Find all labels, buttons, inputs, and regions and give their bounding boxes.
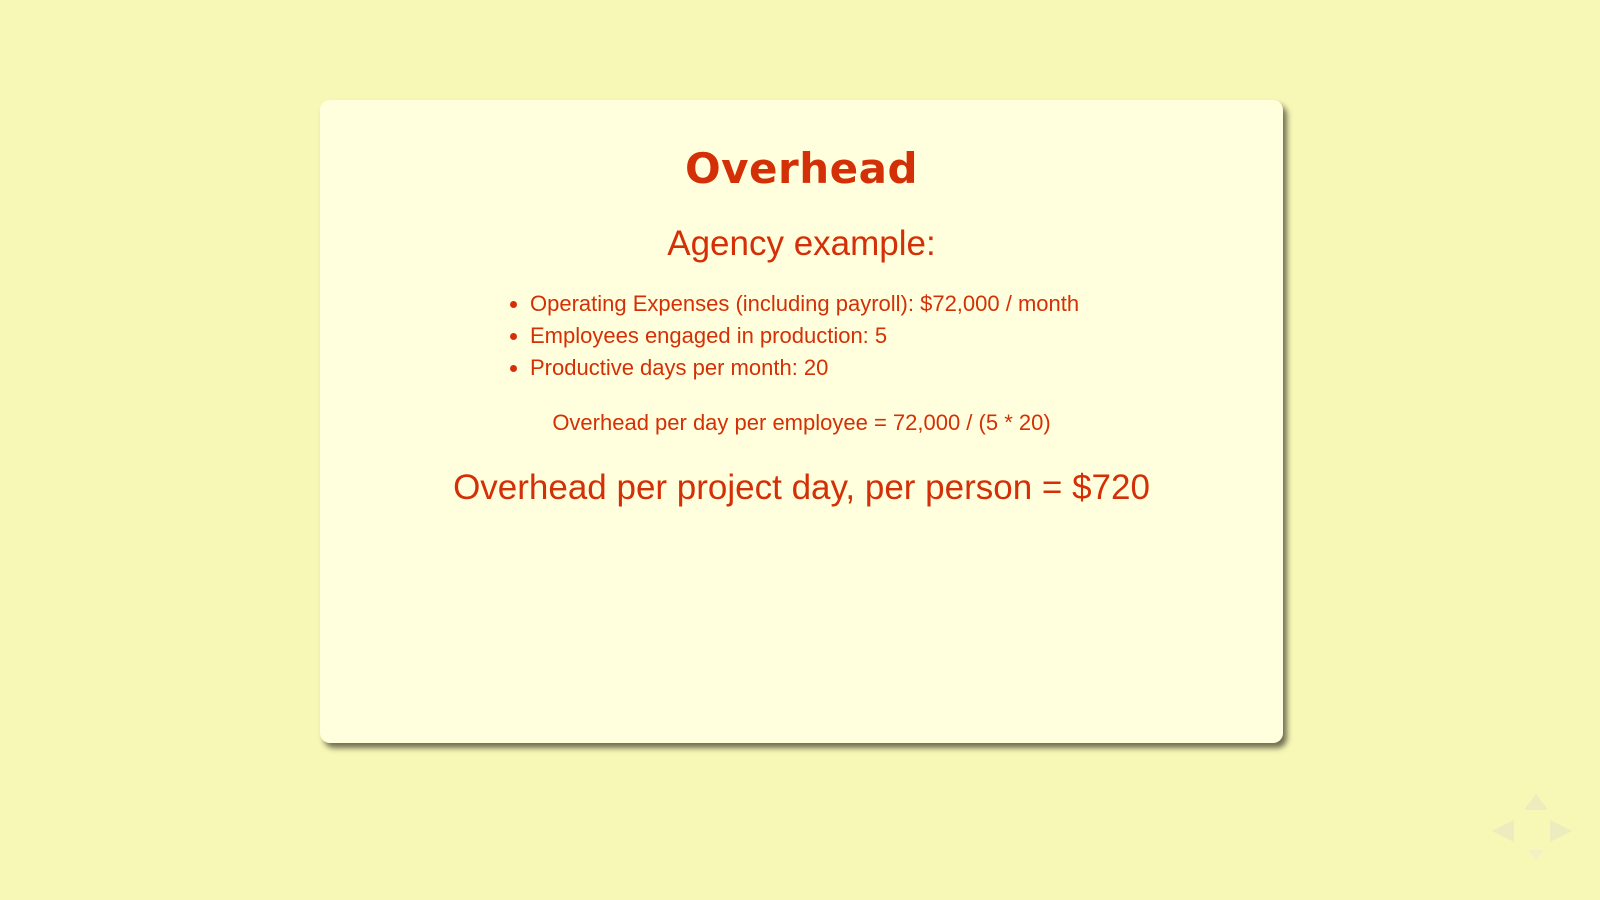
result-text: Overhead per project day, per person = $720 bbox=[453, 468, 1150, 507]
list-item: • Employees engaged in production: 5 bbox=[530, 320, 1079, 352]
slide-navigation-controls bbox=[1490, 790, 1580, 870]
arrow-right-icon[interactable] bbox=[1550, 820, 1572, 842]
list-item: • Operating Expenses (including payroll): $72,000 / month bbox=[530, 288, 1079, 320]
slide-subtitle: Agency example: bbox=[667, 224, 936, 263]
arrow-down-icon[interactable] bbox=[1528, 850, 1544, 860]
bullet-list bbox=[508, 288, 1079, 384]
arrow-left-icon[interactable] bbox=[1492, 820, 1514, 842]
slide-card bbox=[320, 100, 1283, 743]
formula-text: Overhead per day per employee = 72,000 / (5 * 20) bbox=[552, 410, 1051, 435]
arrow-up-icon[interactable] bbox=[1524, 794, 1548, 810]
list-item: • Productive days per month: 20 bbox=[530, 352, 1079, 384]
slide-title: Overhead bbox=[684, 144, 919, 193]
